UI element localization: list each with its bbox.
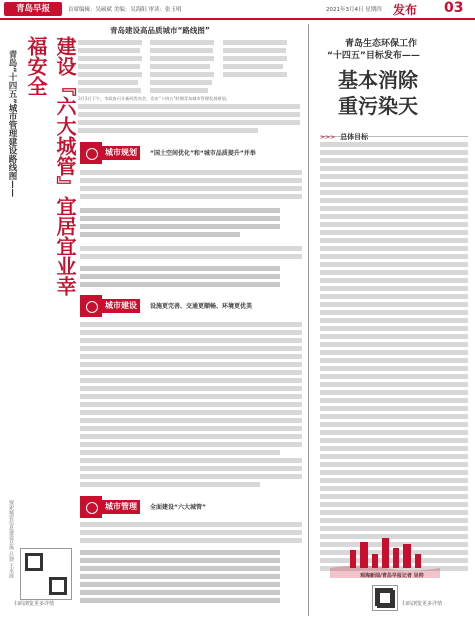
left-qr-label: 扫码浏览更多详情: [14, 601, 55, 607]
right-subhead: >>> 总体目标: [320, 124, 468, 137]
page-number: 03: [444, 0, 464, 16]
left-kicker: 青岛“十四五”城市管理建设路线图——: [7, 50, 17, 198]
right-reporter: 观海新闻/青岛早报记者 吴帅: [360, 573, 424, 579]
right-headline-2: 重污染天: [338, 94, 418, 118]
section-tag-construction: 城市建设: [102, 299, 140, 313]
newspaper-logo: 青岛早报: [4, 2, 62, 16]
subhead-marker: >>>: [320, 134, 336, 141]
planning-icon: [80, 142, 102, 164]
city-skyline-illustration: [330, 528, 440, 578]
section-title-management: 全面建设“六大城管”: [150, 504, 206, 511]
section-tag-management: 城市管理: [102, 500, 140, 514]
page-header: [0, 0, 475, 20]
section-title-planning: “国土空间优化”和“城市品质提升”并举: [150, 150, 256, 157]
management-icon: [80, 496, 102, 518]
bottom-sidebar-note: 探索城管信息建设总体 吕骁 王水波: [8, 500, 14, 579]
column-divider: [308, 24, 309, 616]
editor-credits: 首席编辑：吴硕斌 美编：吴海阳 审读：张玉明: [68, 7, 182, 13]
section-tag-planning: 城市规划: [102, 146, 140, 160]
left-headline: 建设『六大城管』宜居宜业幸福安全: [24, 36, 77, 296]
right-headline-1: 基本消除: [338, 68, 418, 92]
section-title-construction: 设施更完善、交通更顺畅、环境更优美: [150, 303, 253, 310]
right-kicker: 青岛生态环保工作: [345, 39, 418, 49]
issue-date: 2021年3月4日 星期四: [326, 7, 382, 13]
left-intro: 3月3日下午，市政府召开新闻发布会，发布“十四五”时期青岛城市管理发展规划。: [78, 96, 230, 101]
left-topic: 青岛建设高品质城市“路线图”: [110, 26, 210, 35]
left-qr-code: [20, 548, 72, 600]
section-name: 发布: [393, 3, 418, 17]
construction-icon: [80, 295, 102, 317]
right-kicker2: “十四五”目标发布——: [327, 51, 420, 61]
right-qr-label: 扫码浏览更多详情: [402, 601, 443, 607]
right-qr-code: [372, 585, 398, 611]
